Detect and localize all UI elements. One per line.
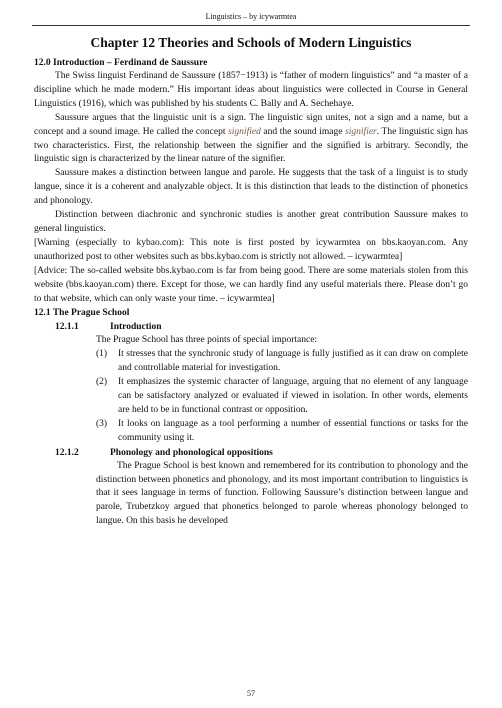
paragraph-prague-points: The Prague School has three points of special importance: — [96, 335, 318, 346]
subsection-title: Introduction — [110, 322, 162, 333]
paragraph-linguistic-sign — [34, 112, 468, 168]
paragraph-diachronic-synchronic: Distinction between diachronic and synchronic studies is another great contribution Saussure makes to general linguistics. — [34, 210, 468, 234]
subsection-body-12-1-1 — [34, 334, 468, 445]
warning-note: [Warning (especially to kybao.com): This note is first posted by icywarmtea on bbs.kaoyan.com. Any unauthorized post to other websites such as bbs.kybao.com is strictly not allowed. – icywarmtea] — [34, 237, 468, 262]
section-heading-12-0: 12.0 Introduction – Ferdinand de Saussure — [34, 58, 208, 68]
list-item — [96, 418, 468, 446]
subsection-number: 12.1.1 — [55, 322, 79, 333]
page-content — [34, 34, 468, 529]
subsection-title: Phonology and phonological oppositions — [110, 447, 273, 458]
paragraph-saussure-intro: The Swiss linguist Ferdinand de Saussure (1857−1913) is “father of modern linguistics” and “a master of a discipline which he made modern.” His important ideas about linguistics were collected in Course in General Linguistics (1916), which was published by his students C. Bally and A. Sechehaye. — [34, 71, 468, 109]
subsection-heading-12-1-2 — [34, 446, 468, 460]
term-signifier: signifier — [345, 126, 377, 137]
list-item-number: (3) — [96, 418, 108, 429]
subsection-heading-12-1-1 — [34, 320, 468, 334]
term-signified: signified — [228, 126, 261, 137]
chapter-title: Chapter 12 Theories and Schools of Modern Linguistics — [90, 35, 412, 50]
list-item-text: It emphasizes the systemic character of language, arguing that no element of any language can be satisfactory analyzed or evaluated if viewed in isolation. In other words, elements are held to be in functional contrast or opposition. — [118, 377, 468, 415]
list-item-number: (1) — [96, 349, 108, 360]
list-item-text: It stresses that the synchronic study of language is fully justified as it can draw on complete and controllable material for investigation. — [118, 349, 468, 374]
subsection-body-12-1-2 — [34, 460, 468, 530]
list-item-text: It looks on language as a tool performing a number of essential functions or tasks for the community using it. — [118, 418, 468, 443]
list-item-number: (2) — [96, 377, 108, 388]
advice-note: [Advice: The so-called website bbs.kybao.com is far from being good. There are some materials stolen from this website (bbs.kaoyan.com) there. Except for those, we can hardly find any useful materials there. Please don’t go to that website, which can only waste your time. – icywarmtea] — [34, 265, 468, 304]
text-run: Saussure argues that the linguistic unit is a sign. The linguistic sign unites, not a sign and a name, but a concept and a sound image. He called the concept — [34, 112, 468, 137]
list-item — [96, 348, 468, 376]
subsection-number: 12.1.2 — [55, 447, 79, 458]
running-header: Linguistics – by icywarmtea — [32, 12, 470, 26]
paragraph-phonology: The Prague School is best known and remembered for its contribution to phonology and the distinction between phonetics and phonology, and its most important contribution to linguistics is that it sees language in terms of function. Following Saussure’s distinction between langue and parole, Trubetzkoy argued that phonetics belonged to parole whereas phonology belonged to langue. On this basis he developed — [96, 460, 468, 527]
list-item — [96, 376, 468, 418]
paragraph-langue-parole: Saussure makes a distinction between langue and parole. He suggests that the task of a linguist is to study langue, since it is a coherent and analyzable object. It is this distinction that leads to the distinction of phonetics and phonology. — [34, 168, 468, 207]
page-number: 57 — [247, 689, 255, 698]
text-run: and the sound image — [260, 126, 346, 137]
section-heading-12-1: 12.1 The Prague School — [34, 308, 130, 319]
text-run: . The linguistic sign has two characteristics. First, the relationship between the signifier and the signified is arbitrary. Secondly, the linguistic sign is characterized by the linear nature of the signifier. — [34, 126, 468, 165]
numbered-list — [96, 348, 468, 445]
